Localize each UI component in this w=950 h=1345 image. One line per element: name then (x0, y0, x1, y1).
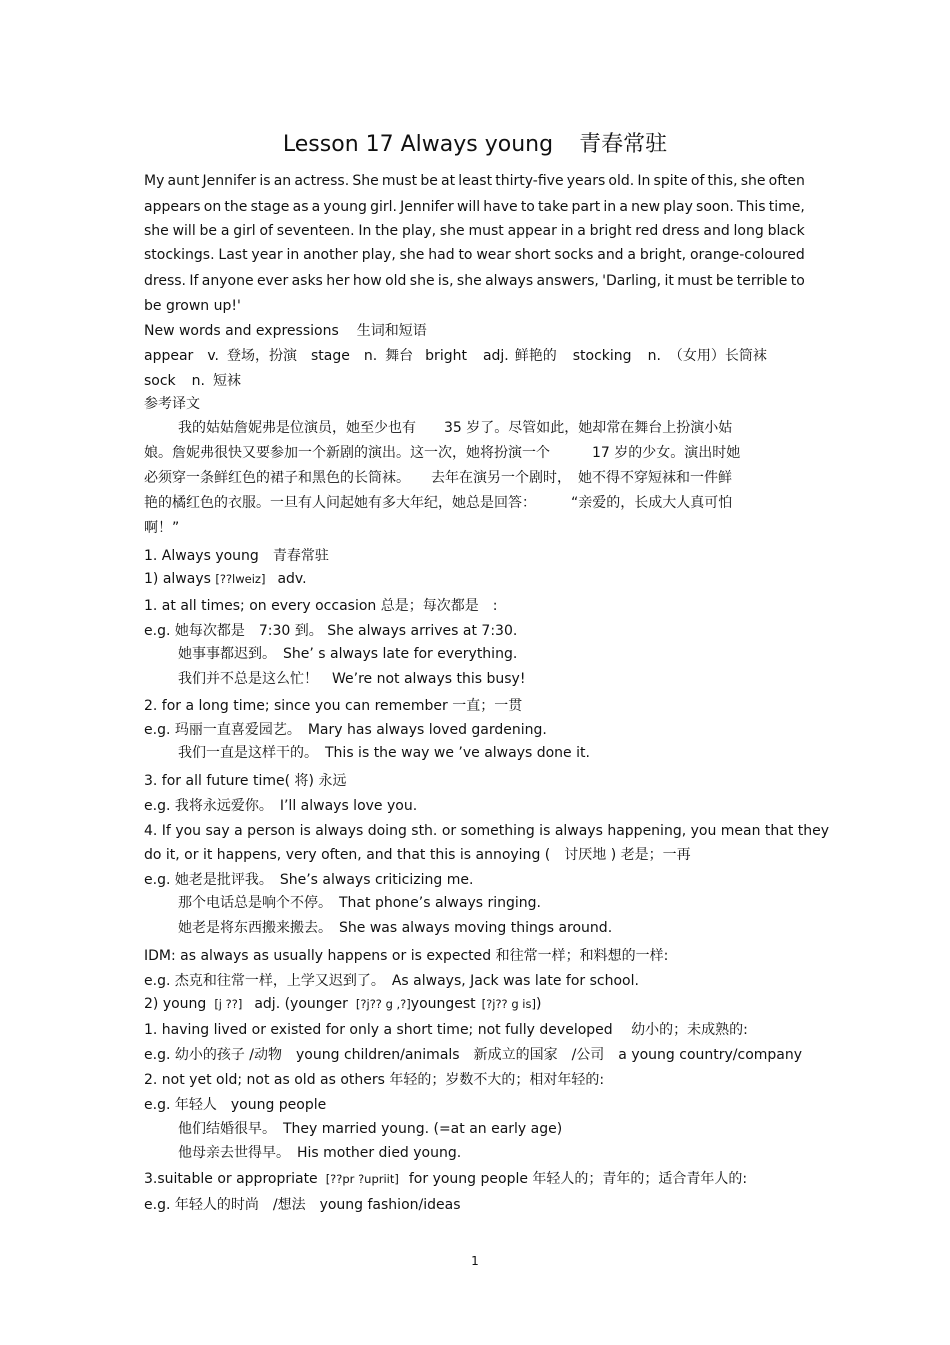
idiom-as-always: IDM: as always as usually happens or is expected 和往常一样；和料想的一样: (144, 948, 669, 964)
young-sense-2-example-1: e.g. 年轻人 young people (144, 1097, 327, 1113)
vocab-line-2: sock n. 短袜 (144, 373, 241, 389)
always-sense-1-example-1: e.g. 她每次都是 7:30 到。 She always arrives at 7:30. (144, 623, 518, 639)
always-sense-4-line-2: do it, or it happens, very often, and that this is annoying ( 讨厌地 ) 老是；一再 (144, 847, 691, 863)
passage-line-3: she will be a girl of seventeen. In the play, she must appear in a bright red dress and long black (144, 223, 805, 239)
always-sense-3: 3. for all future time( 将) 永远 (144, 773, 347, 789)
page-number: 1 (471, 1254, 479, 1268)
lesson-title-zh: 青春常驻 (579, 132, 668, 157)
young-sense-2-example-2: 他们结婚很早。 They married young. (=at an early age) (178, 1121, 563, 1137)
passage-line-2: appears on the stage as a young girl. Jennifer will have to take part in a new play soon. This time, (144, 199, 805, 215)
entry-always: 1) always [??lweiz] adv. (144, 571, 307, 587)
always-sense-2-example-2: 我们一直是这样干的。 This is the way we ’ve always done it. (178, 745, 590, 761)
translation-line-4: 艳的橘红色的衣服。一旦有人问起她有多大年纪，她总是回答： “亲爱的，长成大人真可怕 (144, 495, 733, 511)
translation-line-5: 啊！” (144, 520, 180, 536)
translation-line-1: 我的姑姑詹妮弗是位演员，她至少也有 35 岁了。尽管如此，她却常在舞台上扮演小姑 (178, 420, 733, 436)
young-sense-2: 2. not yet old; not as old as others 年轻的；岁数不大的；相对年轻的: (144, 1072, 605, 1088)
vocab-line-1: appear v. 登场，扮演 stage n. 舞台 bright adj. 鲜艳的 stocking n. （女用）长筒袜 (144, 348, 767, 364)
entry-young: 2) young [j ??] adj. (younger [?j?? g ,?]youngest [?j?? g is]) (144, 996, 542, 1012)
vocab-heading: New words and expressions 生词和短语 (144, 323, 427, 339)
passage-line-6: be grown up!' (144, 298, 241, 314)
young-sense-1: 1. having lived or existed for only a short time; not fully developed 幼小的；未成熟的: (144, 1022, 748, 1038)
young-sense-1-example-1: e.g. 幼小的孩子 /动物 young children/animals 新成立的国家 /公司 a young country/company (144, 1047, 803, 1063)
idiom-example-1: e.g. 杰克和往常一样，上学又迟到了。 As always, Jack was late for school. (144, 973, 639, 989)
passage-line-4: stockings. Last year in another play, she had to wear short socks and a bright, orange-coloured (144, 247, 805, 263)
translation-line-2: 娘。詹妮弗很快又要参加一个新剧的演出。这一次，她将扮演一个 17 岁的少女。演出时她 (144, 445, 741, 461)
young-sense-3-example-1: e.g. 年轻人的时尚 /想法 young fashion/ideas (144, 1197, 461, 1213)
young-sense-3: 3.suitable or appropriate [??pr ?upriit] for young people 年轻人的；青年的；适合青年人的: (144, 1171, 748, 1187)
young-sense-2-example-3: 他母亲去世得早。 His mother died young. (178, 1145, 462, 1161)
translation-line-3: 必须穿一条鲜红色的裙子和黑色的长筒袜。 去年在演另一个剧时， 她不得不穿短袜和一件鲜 (144, 470, 732, 486)
always-sense-1-example-3: 我们并不总是这么忙！ We’re not always this busy! (178, 671, 526, 687)
translation-heading: 参考译文 (144, 396, 200, 412)
always-sense-4-example-1: e.g. 她老是批评我。 She’s always criticizing me. (144, 872, 474, 888)
always-sense-4-example-2: 那个电话总是响个不停。 That phone’s always ringing. (178, 895, 541, 911)
always-sense-1-example-2: 她事事都迟到。 She’ s always late for everything. (178, 646, 518, 662)
passage-line-5: dress. If anyone ever asks her how old she is, she always answers, 'Darling, it must be terrible to (144, 273, 805, 289)
always-sense-2: 2. for a long time; since you can remember 一直；一贯 (144, 698, 523, 714)
always-sense-3-example-1: e.g. 我将永远爱你。 I’ll always love you. (144, 798, 418, 814)
always-sense-4-line-1: 4. If you say a person is always doing sth. or something is always happening, you mean that they (144, 823, 830, 839)
always-sense-1: 1. at all times; on every occasion 总是；每次都是 : (144, 598, 498, 614)
always-sense-4-example-3: 她老是将东西搬来搬去。 She was always moving things around. (178, 920, 613, 936)
passage-line-1: My aunt Jennifer is an actress. She must be at least thirty-five years old. In spite of this, she often (144, 173, 805, 189)
lesson-title (0, 127, 950, 158)
lesson-title-en: Lesson 17 Always young (282, 132, 554, 157)
always-sense-2-example-1: e.g. 玛丽一直喜爱园艺。 Mary has always loved gardening. (144, 722, 547, 738)
note-heading-always-young: 1. Always young 青春常驻 (144, 548, 329, 564)
